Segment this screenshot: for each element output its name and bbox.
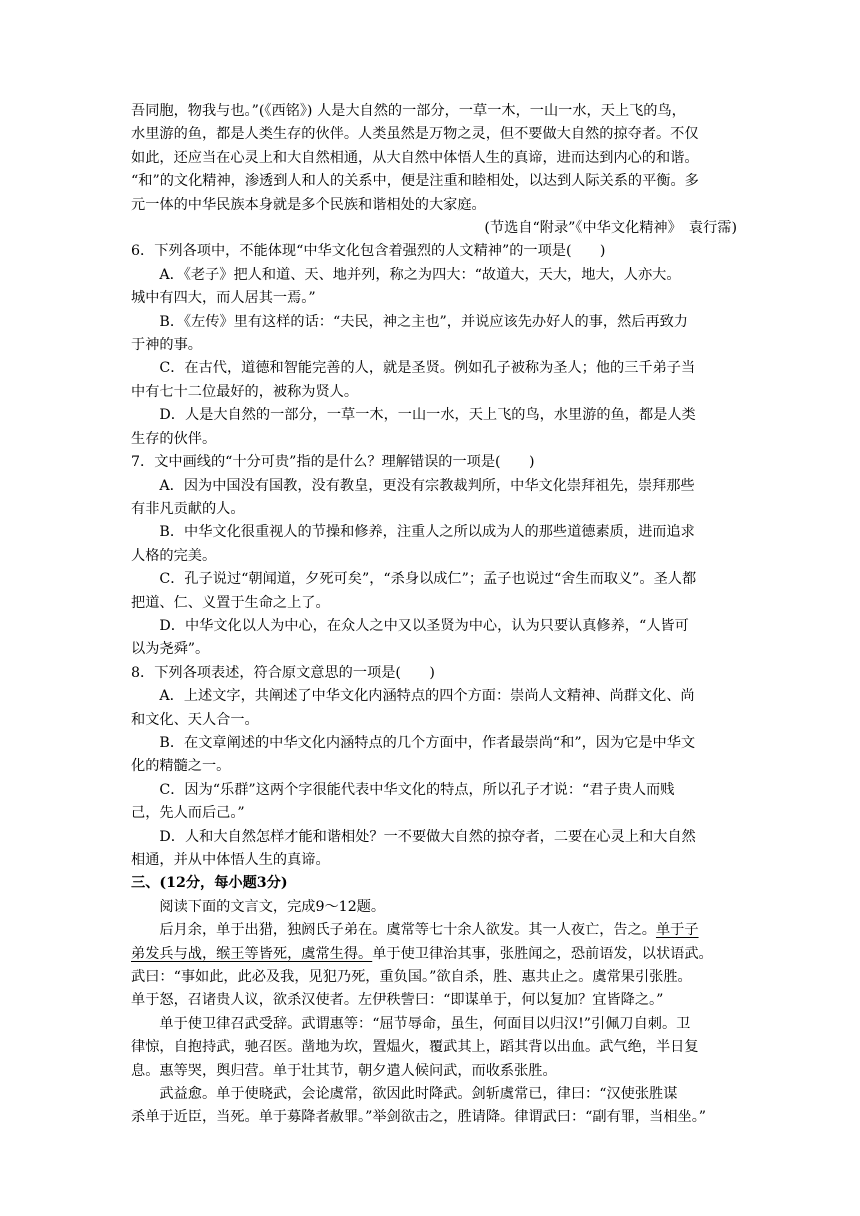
q7-option-c-cont: 把道、仁、义置于生命之上了。: [131, 594, 330, 611]
q7-option-b: B．中华文化很重视人的节操和修养，注重人之所以成为人的那些道德素质，进而追求: [159, 524, 695, 541]
passage-line: 元一体的中华民族本身就是多个民族和谐相处的大家庭。: [131, 196, 486, 213]
q6-option-b-cont: 于神的事。: [131, 337, 202, 354]
classical-text-segment: 后月余，单于出猎，独阏氏子弟在。虞常等七十余人欲发。其一人夜亡，告之。: [159, 922, 656, 939]
question-8-stem: 8．下列各项表述，符合原文意思的一项是( ): [131, 664, 435, 681]
q7-option-d-cont: 以为尧舜”。: [131, 641, 210, 658]
q8-option-d-cont: 相通，并从中体悟人生的真谛。: [131, 852, 330, 868]
passage-source: (节选自“附录”《中华文化精神》 袁行霈): [484, 220, 737, 237]
q8-option-d: D．人和大自然怎样才能和谐相处？一不要做大自然的掠夺者，二要在心灵上和大自然: [159, 828, 696, 845]
q8-option-c: C．因为“乐群”这两个字很能代表中华文化的特点，所以孔子才说：“君子贵人而贱: [159, 781, 675, 798]
classical-text-line: [131, 943, 737, 966]
classical-text-line: 单于怒，召诸贵人议，欲杀汉使者。左伊秩訾曰：“即谋单于，何以复加？宜皆降之。”: [131, 992, 664, 1009]
classical-text-line: 息。惠等哭，舆归营。单于壮其节，朝夕遣人候问武，而收系张胜。: [131, 1062, 557, 1079]
q7-option-a-cont: 有非凡贡献的人。: [131, 500, 245, 517]
classical-text-line: 杀单于近臣，当死。单于募降者赦罪。”举剑欲击之，胜请降。律谓武曰：“副有罪，当相坐。”: [131, 1109, 707, 1126]
classical-text-line: [131, 919, 737, 942]
q7-option-d: D．中华文化以人为中心，在众人之中又以圣贤为中心，认为只要认真修养，“人皆可: [159, 617, 689, 634]
q7-option-b-cont: 人格的完美。: [131, 547, 217, 564]
classical-text-segment: 单于使卫律治其事，张胜闻之，恐前语发，以状语武。: [372, 945, 713, 962]
q6-option-c: C．在古代，道德和智能完善的人，就是圣贤。例如孔子被称为圣人；他的三千弟子当: [159, 360, 696, 377]
section-3-intro: 阅读下面的文言文，完成9～12题。: [159, 898, 386, 915]
q8-option-b: B．在文章阐述的中华文化内涵特点的几个方面中，作者最崇尚“和”，因为它是中华文: [159, 734, 696, 751]
passage-line: 吾同胞，物我与也。”(《西铭》) 人是大自然的一部分，一草一木，一山一水，天上飞的鸟，: [131, 103, 686, 119]
q8-option-a-cont: 和文化、天人合一。: [131, 711, 259, 728]
q6-option-d: D．人是大自然的一部分，一草一木，一山一水，天上飞的鸟，水里游的鱼，都是人类: [159, 407, 696, 424]
classical-text-line: 单于使卫律召武受辞。武谓惠等：“屈节辱命，虽生，何面目以归汉!”引佩刀自刺。卫: [159, 1015, 691, 1032]
exam-page: [131, 100, 737, 1130]
q6-option-d-cont: 生存的伙伴。: [131, 430, 217, 447]
q8-option-c-cont: 己，先人而后己。”: [131, 805, 245, 822]
section-3-title: 三、(12分，每小题3分): [131, 875, 288, 892]
passage-line: 水里游的鱼，都是人类生存的伙伴。人类虽然是万物之灵，但不要做大自然的掠夺者。不仅: [131, 126, 699, 143]
passage-line: “和”的文化精神，渗透到人和人的关系中，便是注重和睦相处，以达到人际关系的平衡。多: [131, 173, 699, 190]
question-6-stem: 6．下列各项中，不能体现“中华文化包含着强烈的人文精神”的一项是( ): [131, 243, 606, 260]
q8-option-a: A．上述文字，共阐述了中华文化内涵特点的四个方面：崇尚人文精神、尚群文化、尚: [159, 688, 695, 705]
q6-option-c-cont: 中有七十二位最好的，被称为贤人。: [131, 383, 359, 400]
q8-option-b-cont: 化的精髓之一。: [131, 758, 231, 775]
underlined-sentence: 单于子: [655, 922, 699, 939]
q6-option-a: A．《老子》把人和道、天、地并列，称之为四大：“故道大，天大，地大，人亦大。: [159, 266, 681, 283]
classical-text-line: 武益愈。单于使晓武，会论虞常，欲因此时降武。剑斩虞常已，律曰：“汉使张胜谋: [159, 1086, 678, 1103]
classical-text-line: 律惊，自抱持武，驰召医。凿地为坎，置煴火，覆武其上，蹈其背以出血。武气绝，半日复: [131, 1039, 699, 1056]
classical-text-line: 武曰：“事如此，此必及我，见犯乃死，重负国。”欲自杀，胜、惠共止之。虞常果引张胜。: [131, 969, 692, 986]
question-7-stem: 7．文中画线的“十分可贵”指的是什么？理解错误的一项是( ): [131, 454, 535, 471]
passage-line: 如此，还应当在心灵上和大自然相通，从大自然中体悟人生的真谛，进而达到内心的和谐。: [131, 149, 699, 166]
underlined-sentence: 弟发兵与战，缑王等皆死，虞常生得。: [131, 945, 373, 962]
q7-option-c: C．孔子说过“朝闻道，夕死可矣”，“杀身以成仁”；孟子也说过“舍生而取义”。圣人都: [159, 571, 697, 588]
q6-option-a-cont: 城中有四大，而人居其一焉。”: [131, 290, 316, 307]
q6-option-b: B．《左传》里有这样的话：“夫民，神之主也”，并说应该先办好人的事，然后再致力: [159, 313, 688, 330]
q7-option-a: A．因为中国没有国教，没有教皇，更没有宗教裁判所，中华文化崇拜祖先，崇拜那些: [159, 477, 695, 494]
